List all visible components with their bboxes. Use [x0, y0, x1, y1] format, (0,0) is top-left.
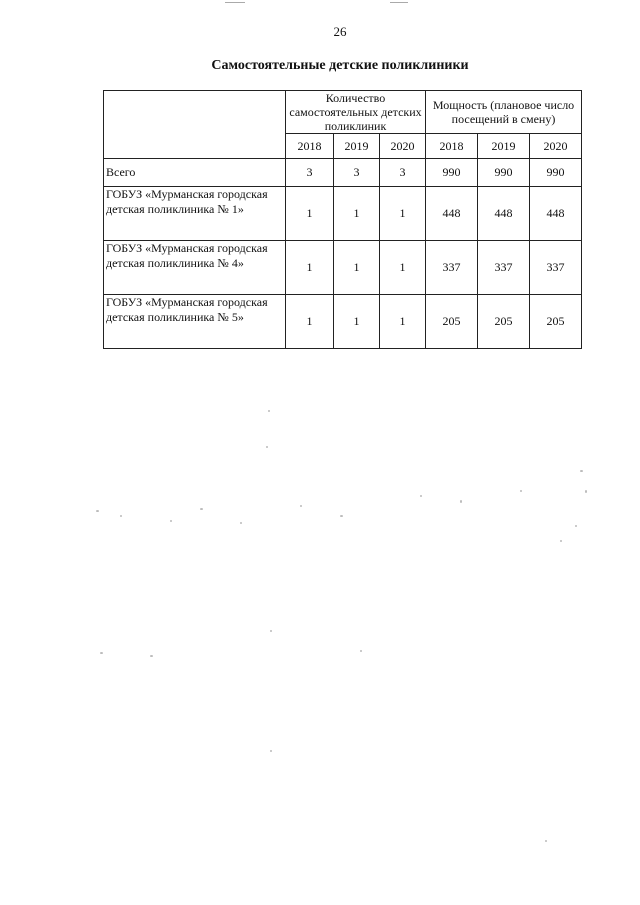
scan-speck [200, 508, 203, 510]
scan-speck [545, 840, 547, 842]
table-row [104, 295, 582, 349]
scan-speck [120, 515, 122, 517]
scan-speck [96, 510, 99, 512]
table-cell: 1 [334, 187, 380, 241]
year-header: 2019 [478, 134, 530, 159]
table-cell: 1 [380, 241, 426, 295]
scan-speck [560, 540, 562, 542]
scan-speck [100, 652, 103, 654]
scan-speck [268, 410, 270, 412]
scan-speck [300, 505, 302, 507]
table-cell: 1 [286, 187, 334, 241]
year-header: 2019 [334, 134, 380, 159]
table-cell: 1 [334, 295, 380, 349]
scan-speck [520, 490, 522, 492]
page-number: 26 [333, 24, 347, 39]
scan-speck [170, 520, 172, 522]
table-cell: 990 [530, 159, 582, 187]
table-cell: 448 [530, 187, 582, 241]
table-cell: 205 [478, 295, 530, 349]
table-cell: 448 [478, 187, 530, 241]
table-cell: 448 [426, 187, 478, 241]
year-header: 2018 [286, 134, 334, 159]
year-header: 2020 [380, 134, 426, 159]
table-cell: 205 [530, 295, 582, 349]
scan-speck [575, 525, 577, 527]
scan-speck [360, 650, 362, 652]
scan-speck [270, 750, 272, 752]
table-cell: 1 [334, 241, 380, 295]
table-cell: 1 [286, 295, 334, 349]
table-cell: 990 [478, 159, 530, 187]
header-blank-cell [104, 91, 286, 159]
table-row [104, 159, 582, 187]
header-capacity-group: Мощность (плановое число посещений в смену) [426, 91, 582, 134]
row-label: Всего [104, 159, 286, 187]
table-cell: 3 [334, 159, 380, 187]
row-label: ГОБУЗ «Мурманская городская детская поликлиника № 4» [104, 241, 286, 295]
table-row [104, 241, 582, 295]
table-row [104, 187, 582, 241]
scan-speck [420, 495, 422, 497]
table-cell: 337 [478, 241, 530, 295]
scan-speck [460, 500, 462, 503]
scan-speck [270, 630, 272, 632]
scan-speck [580, 470, 583, 472]
table-cell: 1 [286, 241, 334, 295]
scan-speck [340, 515, 343, 517]
scan-speck [240, 522, 242, 524]
scan-mark [225, 2, 245, 3]
table-cell: 3 [380, 159, 426, 187]
year-header: 2018 [426, 134, 478, 159]
polyclinics-table [103, 90, 582, 349]
table-cell: 337 [426, 241, 478, 295]
scan-mark [390, 2, 408, 3]
scan-speck [150, 655, 153, 657]
header-count-group: Количество самостоятельных детских поликлиник [286, 91, 426, 134]
table-cell: 205 [426, 295, 478, 349]
table-cell: 337 [530, 241, 582, 295]
table-cell: 1 [380, 295, 426, 349]
row-label: ГОБУЗ «Мурманская городская детская поликлиника № 5» [104, 295, 286, 349]
document-title: Самостоятельные детские поликлиники [211, 58, 469, 73]
table-cell: 990 [426, 159, 478, 187]
scan-speck [585, 490, 587, 493]
table-header-row [104, 91, 582, 134]
table-cell: 3 [286, 159, 334, 187]
scan-speck [266, 446, 268, 448]
row-label: ГОБУЗ «Мурманская городская детская поликлиника № 1» [104, 187, 286, 241]
table-cell: 1 [380, 187, 426, 241]
year-header: 2020 [530, 134, 582, 159]
